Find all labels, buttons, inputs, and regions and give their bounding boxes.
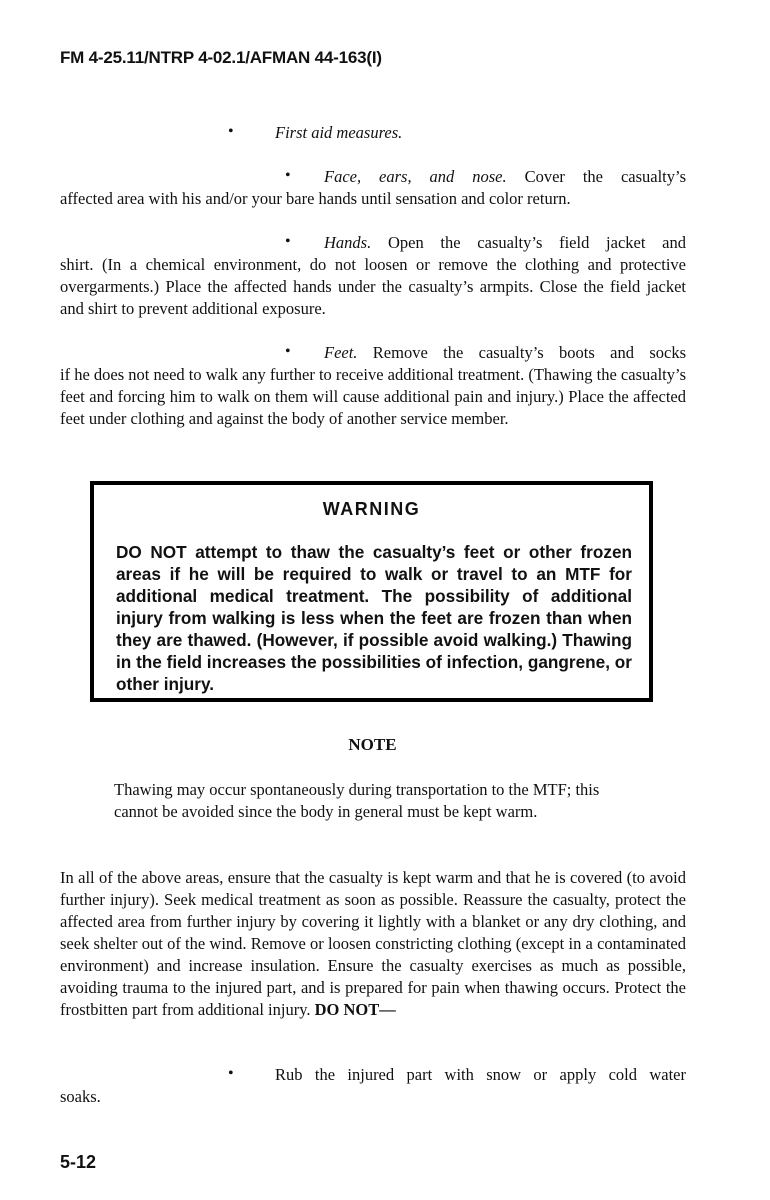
rub-paragraph: soaks. [60, 1087, 101, 1106]
hands-paragraph: shirt. (In a chemical environment, do not loosen or remove the clothing and protective overgarments.) Place the affected hands under the casualty’s armpits. Close the field jacket and shirt to prevent additional exposure. [60, 255, 686, 318]
bullet: • [285, 343, 291, 360]
bullet: • [228, 1065, 234, 1082]
hands-first-line [324, 232, 686, 254]
face-first-line-text: Cover the casualty’s [524, 167, 687, 186]
general-paragraph [60, 867, 686, 1021]
first-aid-heading-text: First aid measures. [275, 123, 403, 142]
bullet: • [285, 167, 291, 184]
bullet: • [285, 233, 291, 250]
bullet: • [228, 123, 234, 140]
page-number: 5-12 [60, 1152, 97, 1172]
warning-text: DO NOT attempt to thaw the casualty’s feet or other frozen areas if he will be required to walk or travel to an MTF for additional medical treatment. The possibility of additional injury from walking is less when the feet are frozen than when they are thawed. (However, if possible avoid walking.) Thawing in the field increases the possibilities of infection, gangrene, or other injury. [116, 542, 632, 694]
face-first-line [324, 166, 686, 188]
note-text: Thawing may occur spontaneously during transportation to the MTF; this cannot be avoided since the body in general must be kept warm. [114, 780, 600, 821]
document-header: FM 4-25.11/NTRP 4-02.1/AFMAN 44-163(I) [60, 48, 382, 67]
do-not-emphasis: DO NOT— [314, 1000, 396, 1019]
rub-first-line: Rub the injured part with snow or apply cold water [275, 1065, 686, 1084]
hands-label: Hands. [324, 233, 372, 252]
feet-label: Feet. [324, 343, 358, 362]
face-paragraph: affected area with his and/or your bare hands until sensation and color return. [60, 189, 571, 208]
feet-first-line [324, 342, 686, 364]
hands-first-line-text: Open the casualty’s field jacket and [387, 233, 686, 252]
note-title: NOTE [348, 735, 397, 754]
warning-title: WARNING [322, 499, 421, 519]
feet-paragraph: if he does not need to walk any further to receive additional treatment. (Thawing the casualty’s feet and forcing him to walk on them will cause additional pain and injury.) Place the affected feet under clothing and against the body of another service member. [60, 365, 686, 428]
warning-box [90, 481, 653, 702]
first-aid-heading [275, 122, 402, 144]
feet-first-line-text: Remove the casualty’s boots and socks [372, 343, 686, 362]
face-label: Face, ears, and nose. [324, 167, 507, 186]
general-paragraph-text: In all of the above areas, ensure that the casualty is kept warm and that he is covered (to avoid further injury). Seek medical treatment as soon as possible. Reassure the casualty, protect the affected area from further injury by covering it lightly with a blanket or any dry clothing, and seek shelter out of the wind. Remove or loosen constricting clothing (except in a contaminated environment) and increase insulation. Ensure the casualty exercises as much as possible, avoiding trauma to the injured part, and is prepared for pain when thawing occurs. Protect the frostbitten part from additional injury. [60, 868, 686, 1019]
